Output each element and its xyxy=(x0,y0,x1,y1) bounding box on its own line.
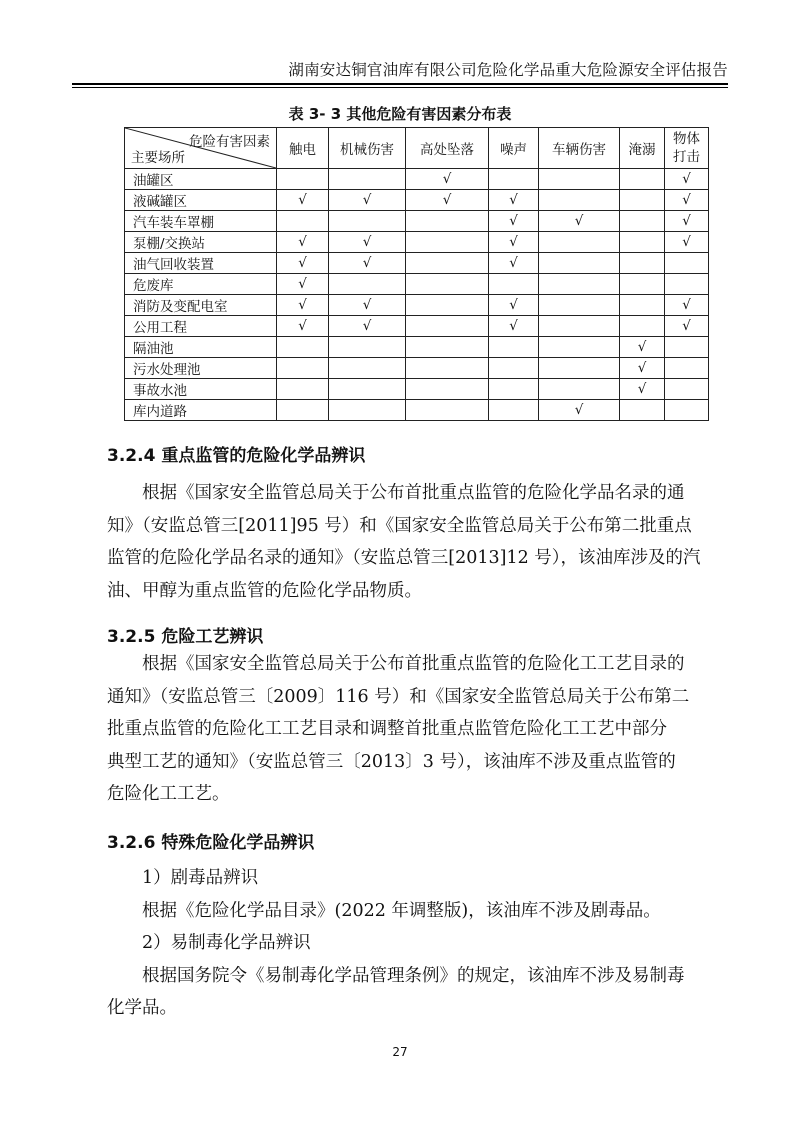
check-cell xyxy=(620,274,665,295)
column-header: 噪声 xyxy=(489,128,539,169)
check-cell xyxy=(620,316,665,337)
check-cell xyxy=(665,400,709,421)
check-cell: √ xyxy=(620,337,665,358)
paragraph-3-2-5 xyxy=(107,648,721,811)
column-header xyxy=(665,128,709,169)
corner-label-sites: 主要场所 xyxy=(131,150,185,166)
check-cell: √ xyxy=(539,211,620,232)
check-cell xyxy=(489,400,539,421)
check-cell xyxy=(489,337,539,358)
site-cell: 液碱罐区 xyxy=(125,190,277,211)
table-row xyxy=(125,316,709,337)
check-cell xyxy=(539,232,620,253)
check-cell: √ xyxy=(665,232,709,253)
site-cell: 污水处理池 xyxy=(125,358,277,379)
check-cell xyxy=(620,232,665,253)
section-heading-3-2-4: 3.2.4 重点监管的危险化学品辨识 xyxy=(107,446,366,466)
text-line: 批重点监管的危险化工工艺目录和调整首批重点监管危险化工工艺中部分 xyxy=(107,719,667,739)
text-line: 油、甲醇为重点监管的危险化学品物质。 xyxy=(107,580,422,601)
check-cell: √ xyxy=(489,190,539,211)
text-line: 典型工艺的通知》（安监总管三〔2013〕3 号），该油库不涉及重点监管的 xyxy=(107,751,676,772)
text-line: 2）易制毒化学品辨识 xyxy=(142,933,311,953)
check-cell xyxy=(329,400,406,421)
check-cell: √ xyxy=(489,295,539,316)
table-row xyxy=(125,295,709,316)
check-cell xyxy=(489,169,539,190)
check-cell xyxy=(277,337,329,358)
check-cell xyxy=(406,295,489,316)
check-cell xyxy=(329,211,406,232)
check-cell: √ xyxy=(489,253,539,274)
check-cell xyxy=(277,211,329,232)
column-header: 触电 xyxy=(277,128,329,169)
section-heading-3-2-6: 3.2.6 特殊危险化学品辨识 xyxy=(107,833,315,853)
column-header: 车辆伤害 xyxy=(539,128,620,169)
diagonal-corner-cell xyxy=(125,128,277,169)
check-cell xyxy=(329,274,406,295)
site-cell: 消防及变配电室 xyxy=(125,295,277,316)
text-line: 1）剧毒品辨识 xyxy=(142,868,259,888)
text-line: 化学品。 xyxy=(107,998,177,1018)
running-header: 湖南安达铜官油库有限公司危险化学品重大危险源安全评估报告 xyxy=(288,61,728,79)
paragraph-3-2-6 xyxy=(107,862,721,1025)
check-cell xyxy=(406,400,489,421)
site-cell: 危废库 xyxy=(125,274,277,295)
check-cell xyxy=(539,169,620,190)
check-cell xyxy=(489,274,539,295)
check-cell: √ xyxy=(277,274,329,295)
check-cell: √ xyxy=(489,316,539,337)
check-cell: √ xyxy=(277,253,329,274)
check-cell xyxy=(665,358,709,379)
site-cell: 油罐区 xyxy=(125,169,277,190)
check-cell xyxy=(329,169,406,190)
header-rule-thick xyxy=(72,83,728,85)
check-cell xyxy=(665,379,709,400)
check-cell xyxy=(406,211,489,232)
column-header: 高处坠落 xyxy=(406,128,489,169)
check-cell xyxy=(665,337,709,358)
column-header-line: 物体 xyxy=(673,131,700,147)
check-cell xyxy=(329,358,406,379)
check-cell xyxy=(620,190,665,211)
check-cell: √ xyxy=(329,232,406,253)
header-rule-thin xyxy=(72,87,728,88)
check-cell xyxy=(329,337,406,358)
site-cell: 库内道路 xyxy=(125,400,277,421)
check-cell: √ xyxy=(620,379,665,400)
check-cell xyxy=(665,274,709,295)
check-cell xyxy=(539,274,620,295)
check-cell xyxy=(620,400,665,421)
check-cell xyxy=(539,190,620,211)
table-row xyxy=(125,253,709,274)
site-cell: 隔油池 xyxy=(125,337,277,358)
text-line: 危险化工工艺。 xyxy=(107,784,230,804)
text-line: 根据《国家安全监管总局关于公布首批重点监管的危险化学品名录的通 xyxy=(142,483,685,503)
corner-label-factors: 危险有害因素 xyxy=(189,134,270,150)
check-cell: √ xyxy=(665,295,709,316)
check-cell xyxy=(406,253,489,274)
check-cell xyxy=(406,232,489,253)
check-cell xyxy=(620,211,665,232)
check-cell xyxy=(620,253,665,274)
table-row xyxy=(125,232,709,253)
table-row xyxy=(125,190,709,211)
table-row xyxy=(125,400,709,421)
check-cell: √ xyxy=(329,190,406,211)
check-cell xyxy=(539,316,620,337)
check-cell: √ xyxy=(665,316,709,337)
check-cell xyxy=(665,253,709,274)
check-cell xyxy=(539,295,620,316)
hazard-distribution-table xyxy=(124,127,709,421)
text-line: 根据《国家安全监管总局关于公布首批重点监管的危险化工工艺目录的 xyxy=(142,654,685,674)
check-cell: √ xyxy=(489,232,539,253)
check-cell xyxy=(277,400,329,421)
check-cell xyxy=(620,295,665,316)
check-cell xyxy=(539,379,620,400)
text-line: 监管的危险化学品名录的通知》（安监总管三[2013]12 号），该油库涉及的汽 xyxy=(107,548,701,568)
site-cell: 事故水池 xyxy=(125,379,277,400)
page-number: 27 xyxy=(392,1045,408,1059)
site-cell: 公用工程 xyxy=(125,316,277,337)
table-title: 表 3- 3 其他危险有害因素分布表 xyxy=(288,105,512,123)
check-cell: √ xyxy=(620,358,665,379)
table-row xyxy=(125,337,709,358)
check-cell xyxy=(406,316,489,337)
text-line: 通知》（安监总管三〔2009〕116 号）和《国家安全监管总局关于公布第二 xyxy=(107,686,690,707)
check-cell xyxy=(406,358,489,379)
check-cell: √ xyxy=(277,316,329,337)
check-cell xyxy=(539,337,620,358)
check-cell: √ xyxy=(277,295,329,316)
check-cell: √ xyxy=(406,169,489,190)
check-cell: √ xyxy=(329,295,406,316)
check-cell xyxy=(406,379,489,400)
site-cell: 油气回收装置 xyxy=(125,253,277,274)
table-header-row xyxy=(125,128,709,169)
site-cell: 泵棚/交换站 xyxy=(125,232,277,253)
check-cell xyxy=(277,169,329,190)
check-cell: √ xyxy=(665,169,709,190)
check-cell xyxy=(406,337,489,358)
table-row xyxy=(125,211,709,232)
check-cell xyxy=(539,253,620,274)
table-body xyxy=(125,169,709,421)
check-cell xyxy=(489,358,539,379)
check-cell: √ xyxy=(329,316,406,337)
check-cell xyxy=(277,358,329,379)
table-row xyxy=(125,274,709,295)
site-cell: 汽车装车罩棚 xyxy=(125,211,277,232)
check-cell: √ xyxy=(277,190,329,211)
column-header: 淹溺 xyxy=(620,128,665,169)
check-cell: √ xyxy=(406,190,489,211)
table-row xyxy=(125,169,709,190)
check-cell xyxy=(277,379,329,400)
check-cell: √ xyxy=(539,400,620,421)
table-row xyxy=(125,358,709,379)
check-cell: √ xyxy=(329,253,406,274)
column-header: 机械伤害 xyxy=(329,128,406,169)
check-cell xyxy=(620,169,665,190)
check-cell: √ xyxy=(277,232,329,253)
column-header-line: 打击 xyxy=(673,149,700,165)
section-heading-3-2-5: 3.2.5 危险工艺辨识 xyxy=(107,627,264,647)
check-cell xyxy=(489,379,539,400)
check-cell xyxy=(539,358,620,379)
text-line: 根据国务院令《易制毒化学品管理条例》的规定，该油库不涉及易制毒 xyxy=(142,965,685,986)
text-line: 知》（安监总管三[2011]95 号）和《国家安全监管总局关于公布第二批重点 xyxy=(107,515,692,536)
check-cell xyxy=(406,274,489,295)
check-cell: √ xyxy=(665,211,709,232)
check-cell xyxy=(329,379,406,400)
check-cell: √ xyxy=(665,190,709,211)
text-line: 根据《危险化学品目录》(2022 年调整版)，该油库不涉及剧毒品。 xyxy=(142,900,661,921)
paragraph-3-2-4 xyxy=(107,477,721,607)
table-row xyxy=(125,379,709,400)
check-cell: √ xyxy=(489,211,539,232)
